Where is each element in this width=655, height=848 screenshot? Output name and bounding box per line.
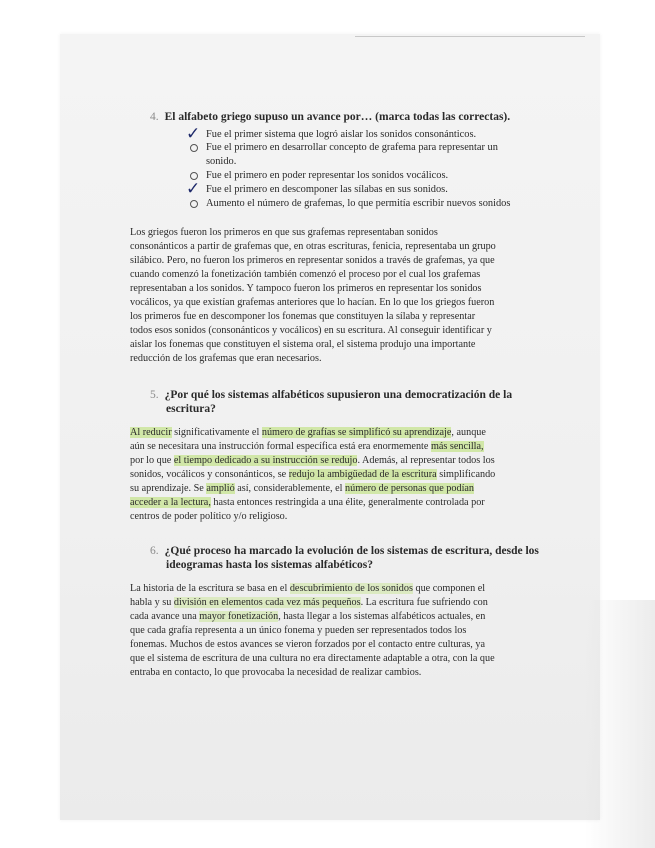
answer-line [130,610,530,624]
answer-line: representaban a los sonidos. Y tampoco fueron los primeros en representar los sonidos [130,283,482,294]
answer-line: que cada grafía representa a un único fonema y pueden ser representados todos los [130,625,467,636]
answer-text: significativamente el [171,427,262,438]
option-2-continued: sonido. [206,156,237,167]
answer-text: por lo que [130,455,174,466]
answer-text: . Además, al representar todos los [357,455,495,466]
answer-line: que el sistema de escritura de una cultura no era directamente adaptable a otra, con la que [130,653,495,664]
highlighted-text: Al reducir [130,427,172,438]
shadow-overlay [585,600,655,848]
answer-line: Los griegos fueron los primeros en que sus grafemas representaban sonidos [130,227,438,238]
question-6-heading [150,544,540,572]
answer-line: los primeros fue en descomponer los fonemas que constituyen la sílaba y representar [130,311,476,322]
highlighted-text: descubrimiento de los sonidos [289,583,413,594]
question-4-title: El alfabeto griego supuso un avance por… (marca todas las correctas). [164,111,511,123]
question-4-number: 4. [150,111,159,123]
highlighted-text: el tiempo dedicado a su instrucción se redujo [173,455,358,466]
highlighted-text: número de personas que podían [345,483,475,494]
question-5-title-line1: ¿Por qué los sistemas alfabéticos supusieron una democratización de la [164,389,513,401]
answer-line: todos esos sonidos (consonánticos y vocálicos) en su escritura. Al conseguir identificar y [130,325,492,336]
question-4-answer [130,226,530,366]
answer-line [130,482,530,496]
answer-line: reducción de los grafemas que eran necesarios. [130,353,322,364]
option-2: Fue el primero en desarrollar concepto de grafema para representar un [206,142,498,153]
radio-circle-icon [190,200,198,208]
answer-line: cuando comenzó la fonetización también comenzó el proceso por el cual los grafemas [130,269,481,280]
option-3: Fue el primero en poder representar los sonidos vocálicos. [206,170,449,181]
answer-text: . La escritura fue sufriendo con [360,597,488,608]
highlighted-text: redujo la ambigüedad de la escritura [288,469,437,480]
answer-line: fonemas. Muchos de estos avances se vieron forzados por el contacto entre culturas, ya [130,639,486,650]
question-6-answer [130,582,530,680]
radio-circle-icon [190,144,198,152]
question-5-title-line2: escritura? [166,403,216,415]
answer-line: centros de poder político y/o religioso. [130,511,288,522]
highlighted-text: número de grafías se simplificó su aprendizaje [261,427,452,438]
answer-text: La historia de la escritura se basa en el [130,583,290,594]
paper-edge-line [355,36,585,37]
answer-line: aislar los fonemas que constituyen el sistema oral, el sistema produjo una importante [130,339,476,350]
question-4-options [186,124,550,220]
answer-text: sonidos, vocálicos y consonánticos, se [130,469,289,480]
option-4: Fue el primero en descomponer las sílabas en sus sonidos. [206,184,448,195]
answer-text: hasta entonces restringida a una élite, generalmente controlada por [210,497,485,508]
answer-text: , hasta llegar a los sistemas alfabéticos actuales, en [278,611,486,622]
answer-line [130,468,530,482]
highlighted-text: amplió [206,483,235,494]
question-5-heading [150,388,530,416]
answer-line: silábico. Pero, no fueron los primeros en representar sonidos a través de grafemas, ya que [130,255,495,266]
answer-line [130,440,530,454]
answer-line: consonánticos a partir de grafemas que, en otras escrituras, fenicia, representaba un grupo [130,241,496,252]
option-1: Fue el primer sistema que logró aislar los sonidos consonánticos. [206,129,477,140]
answer-text: simplificando [436,469,496,480]
checkmark-icon: ✓ [186,124,201,143]
question-6-title-line2: ideogramas hasta los sistemas alfabéticos? [166,559,373,571]
answer-line [130,496,530,510]
answer-text: así, considerablemente, el [234,483,346,494]
question-4-heading [150,110,570,124]
highlighted-text: división en elementos cada vez más pequeños [173,597,361,608]
answer-line: vocálicos, ya que existían grafemas anteriores que lo hacían. En lo que los griegos fueron [130,297,495,308]
question-5-number: 5. [150,389,159,401]
answer-text: que componen el [412,583,486,594]
answer-line [130,426,530,440]
answer-line: entraba en contacto, lo que provocaba la necesidad de realizar cambios. [130,667,422,678]
answer-text: aún se necesitara una instrucción formal específica está era enormemente [130,441,431,452]
answer-line [130,582,530,596]
answer-line [130,596,530,610]
highlighted-text: acceder a la lectura, [130,497,211,508]
highlighted-text: más sencilla, [430,441,484,452]
checkmark-icon: ✓ [186,179,201,198]
answer-text: , aunque [451,427,486,438]
question-6-title-line1: ¿Qué proceso ha marcado la evolución de los sistemas de escritura, desde los [164,545,539,557]
option-5: Aumento el número de grafemas, lo que permitía escribir nuevos sonidos [206,198,511,209]
question-6-number: 6. [150,545,159,557]
answer-text: habla y su [130,597,174,608]
answer-text: su aprendizaje. Se [130,483,207,494]
highlighted-text: mayor fonetización [199,611,279,622]
answer-text: cada avance una [130,611,200,622]
question-5-answer [130,426,530,524]
answer-line [130,454,530,468]
